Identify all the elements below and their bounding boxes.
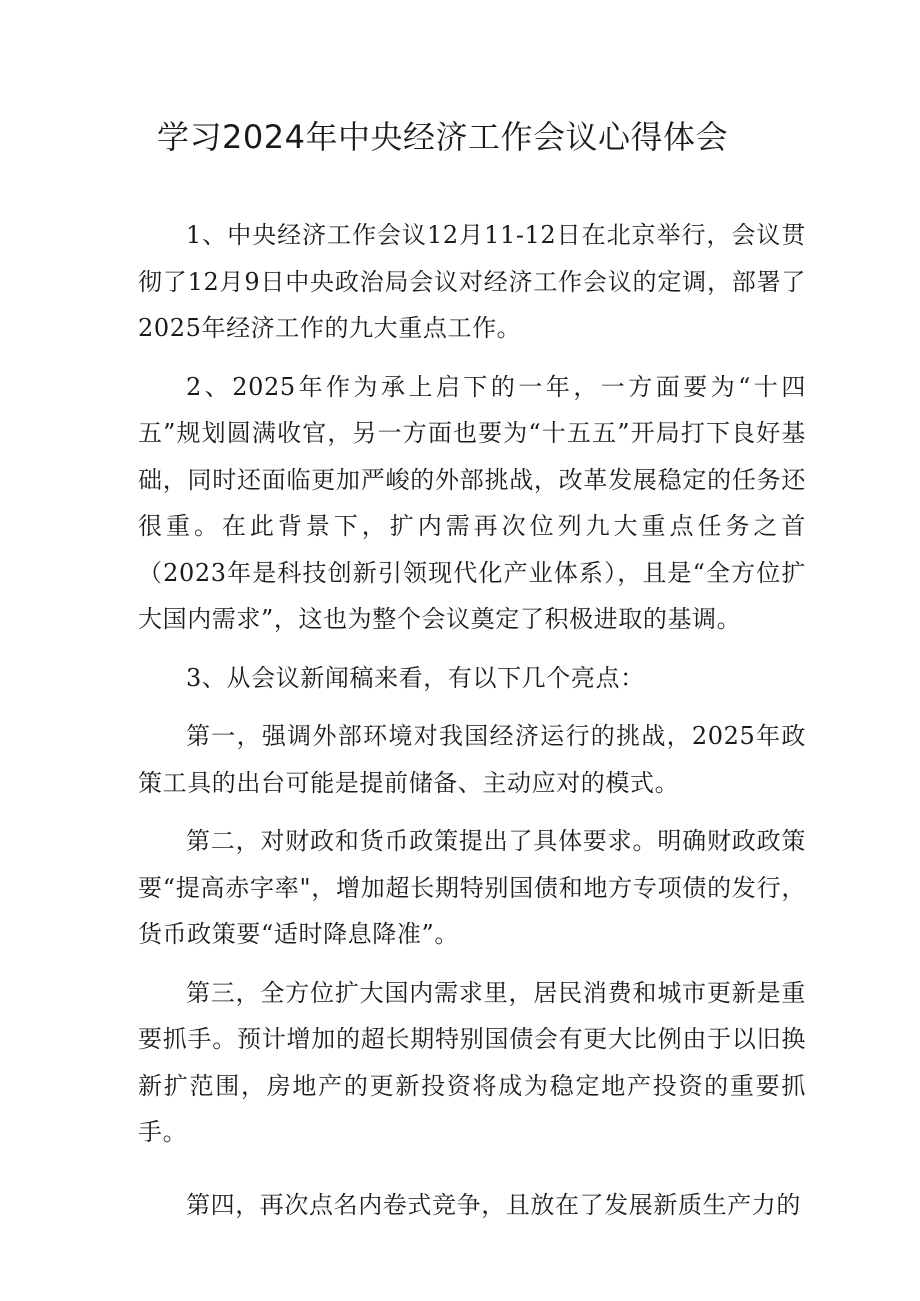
paragraph-3: 3、从会议新闻稿来看，有以下几个亮点：	[186, 663, 645, 692]
paragraph-fourth-point: 第四，再次点名内卷式竞争，且放在了发展新质生产力的	[186, 1190, 801, 1219]
document-title: 学习2024年中央经济工作会议心得体会	[157, 118, 728, 156]
paragraph-2: 2、2025年作为承上启下的一年，一方面要为“十四五”规划圆满收官，另一方面也要为“十五五”开局打下良好基础，同时还面临更加严峻的外部挑战，改革发展稳定的任务还很重。在此背景下，扩内需再次位列九大重点任务之首（2023年是科技创新引领现代化产业体系），且是“全方位扩大国内需求”，这也为整个会议奠定了积极进取的基调。	[138, 372, 806, 633]
paragraph-1: 1、中央经济工作会议12月11-12日在北京举行，会议贯彻了12月9日中央政治局会议对经济工作会议的定调，部署了2025年经济工作的九大重点工作。	[138, 221, 806, 342]
paragraph-third-point: 第三，全方位扩大国内需求里，居民消费和城市更新是重要抓手。预计增加的超长期特别国债会有更大比例由于以旧换新扩范围，房地产的更新投资将成为稳定地产投资的重要抓手。	[138, 978, 806, 1146]
document-body	[138, 212, 806, 1240]
paragraph-first-point: 第一，强调外部环境对我国经济运行的挑战，2025年政策工具的出台可能是提前储备、主动应对的模式。	[138, 722, 806, 797]
paragraph-second-point: 第二，对财政和货币政策提出了具体要求。明确财政政策要“提高赤字率"，增加超长期特别国债和地方专项债的发行，货币政策要“适时降息降准”。	[138, 827, 806, 948]
